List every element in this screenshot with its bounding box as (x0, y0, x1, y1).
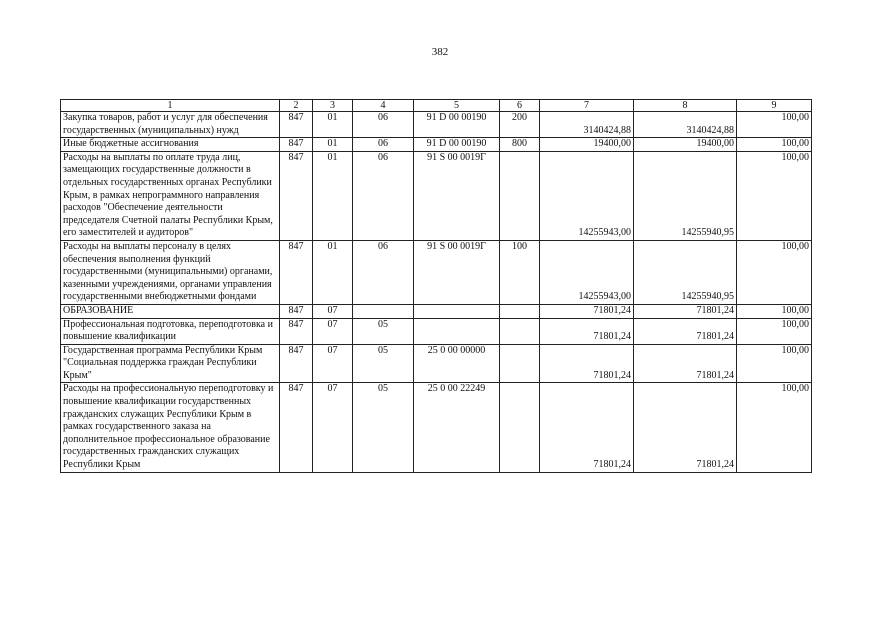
subsection-code: 05 (353, 344, 414, 383)
column-header: 1 (61, 100, 280, 112)
subsection-code: 06 (353, 138, 414, 152)
column-header: 8 (634, 100, 737, 112)
target-code: 91 S 00 0019Г (414, 151, 500, 240)
column-header: 5 (414, 100, 500, 112)
planned-amount: 19400,00 (540, 138, 634, 152)
column-header: 7 (540, 100, 634, 112)
row-name: Расходы на выплаты по оплате труда лиц, замещающих государственные должности в отдельных государственных органах Республики Крым, в рамках непрограммного направления расходов "Обеспечение деятельности председателя Счетной палаты Республики Крым, его заместителей и аудиторов" (61, 151, 280, 240)
section-code: 01 (313, 112, 353, 138)
planned-amount: 71801,24 (540, 304, 634, 318)
subsection-code (353, 304, 414, 318)
execution-percent: 100,00 (737, 304, 812, 318)
table-row (61, 138, 812, 152)
row-name: Расходы на выплаты персоналу в целях обеспечения выполнения функций государственными (муниципальными) органами, казенными учреждениями, органами управления государственными внебюджетными фондами (61, 240, 280, 304)
admin-code: 847 (280, 304, 313, 318)
page-number: 382 (431, 46, 449, 58)
column-header: 2 (280, 100, 313, 112)
admin-code: 847 (280, 383, 313, 472)
admin-code: 847 (280, 344, 313, 383)
execution-percent: 100,00 (737, 344, 812, 383)
expense-type (500, 151, 540, 240)
executed-amount: 3140424,88 (634, 112, 737, 138)
row-name: ОБРАЗОВАНИЕ (61, 304, 280, 318)
planned-amount: 14255943,00 (540, 240, 634, 304)
section-code: 07 (313, 383, 353, 472)
row-name: Государственная программа Республики Крым "Социальная поддержка граждан Республики Крым" (61, 344, 280, 383)
row-name: Расходы на профессиональную переподготовку и повышение квалификации государственных гражданских служащих Республики Крым в рамках государственного заказа на дополнительное профессиональное образование государственных гражданских служащих Республики Крым (61, 383, 280, 472)
expense-type (500, 383, 540, 472)
execution-percent: 100,00 (737, 151, 812, 240)
executed-amount: 14255940,95 (634, 240, 737, 304)
planned-amount: 14255943,00 (540, 151, 634, 240)
admin-code: 847 (280, 318, 313, 344)
admin-code: 847 (280, 151, 313, 240)
admin-code: 847 (280, 112, 313, 138)
target-code: 25 0 00 22249 (414, 383, 500, 472)
section-code: 01 (313, 138, 353, 152)
executed-amount: 71801,24 (634, 304, 737, 318)
subsection-code: 05 (353, 383, 414, 472)
table-row (61, 318, 812, 344)
target-code: 91 D 00 00190 (414, 138, 500, 152)
row-name: Профессиональная подготовка, переподготовка и повышение квалификации (61, 318, 280, 344)
expense-type: 800 (500, 138, 540, 152)
table-row (61, 304, 812, 318)
target-code (414, 304, 500, 318)
planned-amount: 71801,24 (540, 318, 634, 344)
admin-code: 847 (280, 240, 313, 304)
column-header: 4 (353, 100, 414, 112)
table-row (61, 112, 812, 138)
admin-code: 847 (280, 138, 313, 152)
section-code: 01 (313, 151, 353, 240)
target-code (414, 318, 500, 344)
row-name: Закупка товаров, работ и услуг для обеспечения государственных (муниципальных) нужд (61, 112, 280, 138)
column-header: 3 (313, 100, 353, 112)
section-code: 07 (313, 344, 353, 383)
planned-amount: 3140424,88 (540, 112, 634, 138)
expense-type: 200 (500, 112, 540, 138)
section-code: 01 (313, 240, 353, 304)
execution-percent: 100,00 (737, 240, 812, 304)
execution-percent: 100,00 (737, 138, 812, 152)
section-code: 07 (313, 304, 353, 318)
executed-amount: 19400,00 (634, 138, 737, 152)
planned-amount: 71801,24 (540, 344, 634, 383)
target-code: 25 0 00 00000 (414, 344, 500, 383)
subsection-code: 06 (353, 240, 414, 304)
executed-amount: 71801,24 (634, 344, 737, 383)
header-row (61, 100, 812, 112)
execution-percent: 100,00 (737, 318, 812, 344)
execution-percent: 100,00 (737, 112, 812, 138)
section-code: 07 (313, 318, 353, 344)
column-header: 6 (500, 100, 540, 112)
planned-amount: 71801,24 (540, 383, 634, 472)
execution-percent: 100,00 (737, 383, 812, 472)
expense-type (500, 344, 540, 383)
expense-type (500, 304, 540, 318)
column-header: 9 (737, 100, 812, 112)
subsection-code: 06 (353, 151, 414, 240)
executed-amount: 14255940,95 (634, 151, 737, 240)
row-name: Иные бюджетные ассигнования (61, 138, 280, 152)
target-code: 91 S 00 0019Г (414, 240, 500, 304)
subsection-code: 05 (353, 318, 414, 344)
subsection-code: 06 (353, 112, 414, 138)
executed-amount: 71801,24 (634, 383, 737, 472)
table-row (61, 240, 812, 304)
expense-type (500, 318, 540, 344)
table-row (61, 383, 812, 472)
executed-amount: 71801,24 (634, 318, 737, 344)
budget-table (60, 99, 812, 473)
target-code: 91 D 00 00190 (414, 112, 500, 138)
expense-type: 100 (500, 240, 540, 304)
table-row (61, 344, 812, 383)
table-row (61, 151, 812, 240)
